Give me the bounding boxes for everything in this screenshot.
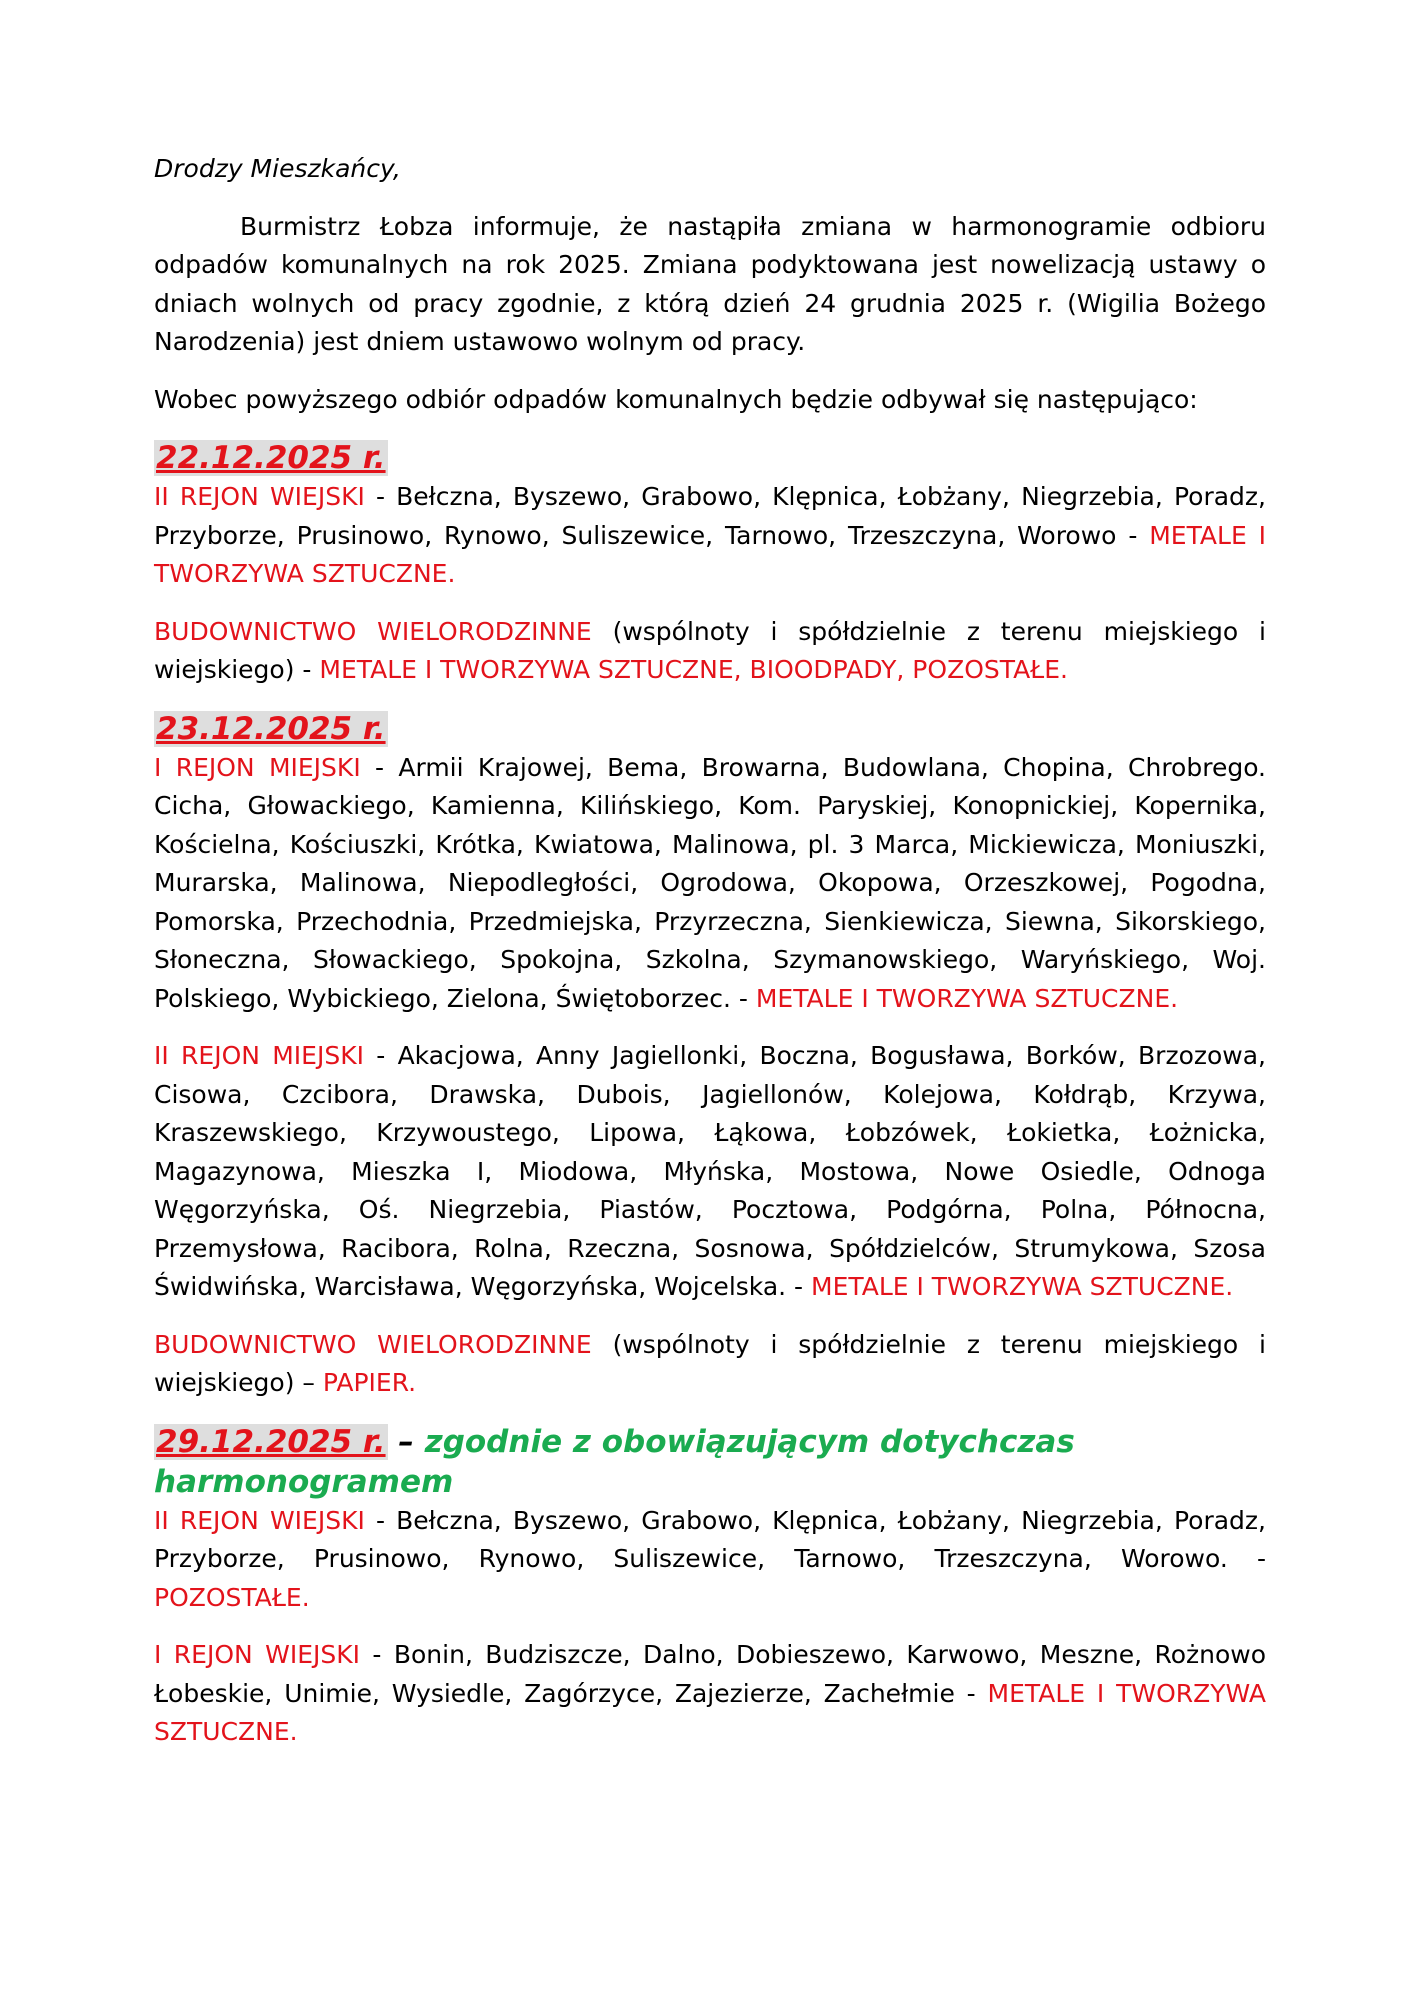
date-label: 29.12.2025 r.: [156, 1423, 386, 1460]
region-name: II REJON WIEJSKI: [154, 1505, 365, 1535]
schedule-entry: [154, 478, 1266, 594]
waste-type: METALE I TWORZYWA SZTUCZNE.: [755, 983, 1179, 1013]
waste-type: PAPIER.: [322, 1368, 417, 1397]
region-name: I REJON MIEJSKI: [154, 752, 361, 782]
waste-type: METALE I TWORZYWA SZTUCZNE, BIOODPADY, POZOSTAŁE.: [319, 655, 1068, 684]
lead-paragraph: Wobec powyższego odbiór odpadów komunalnych będzie odbywał się następująco:: [154, 384, 1198, 414]
region-name: II REJON MIEJSKI: [154, 1041, 364, 1070]
intro-paragraph: Burmistrz Łobza informuje, że nastąpiła zmiana w harmonogramie odbioru odpadów komunalnych na rok 2025. Zmiana podyktowana jest nowelizacją ustawy o dniach wolnych od pracy zgodnie, z którą dzień 24 grudnia 2025 r. (Wigilia Bożego Narodzenia) jest dniem ustawowo wolnym od pracy.: [154, 211, 1266, 356]
schedule-entry: [154, 749, 1266, 1019]
schedule-entry: [154, 1636, 1266, 1752]
date-heading: [154, 438, 1266, 478]
schedule-entry: [154, 613, 1266, 690]
waste-type: METALE I TWORZYWA SZTUCZNE.: [154, 1678, 1266, 1746]
region-name: II REJON WIEJSKI: [154, 482, 365, 511]
street-list: - Bełczna, Byszewo, Grabowo, Klępnica, Łobżany, Niegrzebia, Poradz, Przyborze, Prusinowo, Rynowo, Suliszewice, Tarnowo, Trzeszczyna, Worowo. -: [154, 1505, 1266, 1573]
region-name: I REJON WIEJSKI: [154, 1640, 361, 1669]
street-list: - Bełczna, Byszewo, Grabowo, Klępnica, Łobżany, Niegrzebia, Poradz, Przyborze, Prusinowo, Rynowo, Suliszewice, Tarnowo, Trzeszczyna, Worowo -: [154, 482, 1266, 550]
greeting: Drodzy Mieszkańcy,: [154, 154, 401, 183]
date-dash: –: [387, 1423, 425, 1460]
region-name: BUDOWNICTWO WIELORODZINNE: [154, 1329, 592, 1359]
waste-type: POZOSTAŁE.: [154, 1582, 310, 1612]
schedule-note: zgodnie z obowiązującym dotychczas harmonogramem: [154, 1423, 1075, 1500]
street-list: - Akacjowa, Anny Jagiellonki, Boczna, Bogusława, Borków, Brzozowa, Cisowa, Czcibora, Drawska, Dubois, Jagiellonów, Kolejowa, Kołdrąb, Krzywa, Kraszewskiego, Krzywoustego, Lipowa, Łąkowa, Łobzówek, Łokietka, Łożnicka, Magazynowa, Mieszka I, Miodowa, Młyńska, Mostowa, Nowe Osiedle, Odnoga Węgorzyńska, Oś. Niegrzebia, Piastów, Pocztowa, Podgórna, Polna, Północna, Przemysłowa, Racibora, Rolna, Rzeczna, Sosnowa, Spółdzielców, Strumykowa, Szosa Świdwińska, Warcisława, Węgorzyńska, Wojcelska. -: [154, 1041, 1267, 1301]
street-list: - Bonin, Budziszcze, Dalno, Dobieszewo, Karwowo, Meszne, Rożnowo Łobeskie, Unimie, Wysiedle, Zagórzyce, Zajezierze, Zachełmie -: [154, 1640, 1266, 1708]
letter-content: [154, 150, 1266, 1752]
street-list: - Armii Krajowej, Bema, Browarna, Budowlana, Chopina, Chrobrego. Cicha, Głowackiego, Kamienna, Kilińskiego, Kom. Paryskiej, Konopnickiej, Kopernika, Kościelna, Kościuszki, Krótka, Kwiatowa, Malinowa, pl. 3 Marca, Mickiewicza, Moniuszki, Murarska, Malinowa, Niepodległości, Ogrodowa, Okopowa, Orzeszkowej, Pogodna, Pomorska, Przechodnia, Przedmiejska, Przyrzeczna, Sienkiewicza, Siewna, Sikorskiego, Słoneczna, Słowackiego, Spokojna, Szkolna, Szymanowskiego, Waryńskiego, Woj. Polskiego, Wybickiego, Zielona, Świętoborzec. -: [154, 752, 1267, 1013]
date-label: 23.12.2025 r.: [156, 710, 386, 747]
street-list: (wspólnoty i spółdzielnie z terenu miejskiego i wiejskiego) –: [154, 1329, 1267, 1397]
schedule-entry: [154, 1326, 1266, 1403]
date-label: 22.12.2025 r.: [156, 440, 386, 476]
schedule-entry: [154, 1037, 1266, 1307]
date-heading: [154, 1422, 1266, 1502]
region-name: BUDOWNICTWO WIELORODZINNE: [154, 616, 592, 646]
schedule-section-29-12: [154, 1422, 1266, 1752]
schedule-section-22-12: [154, 438, 1266, 690]
waste-type: METALE I TWORZYWA SZTUCZNE.: [811, 1272, 1234, 1301]
schedule-section-23-12: [154, 709, 1266, 1403]
date-heading: [154, 709, 1266, 749]
waste-type: METALE I TWORZYWA SZTUCZNE.: [154, 520, 1266, 588]
street-list: (wspólnoty i spółdzielnie z terenu miejskiego i wiejskiego) -: [154, 616, 1267, 684]
schedule-entry: [154, 1502, 1266, 1618]
